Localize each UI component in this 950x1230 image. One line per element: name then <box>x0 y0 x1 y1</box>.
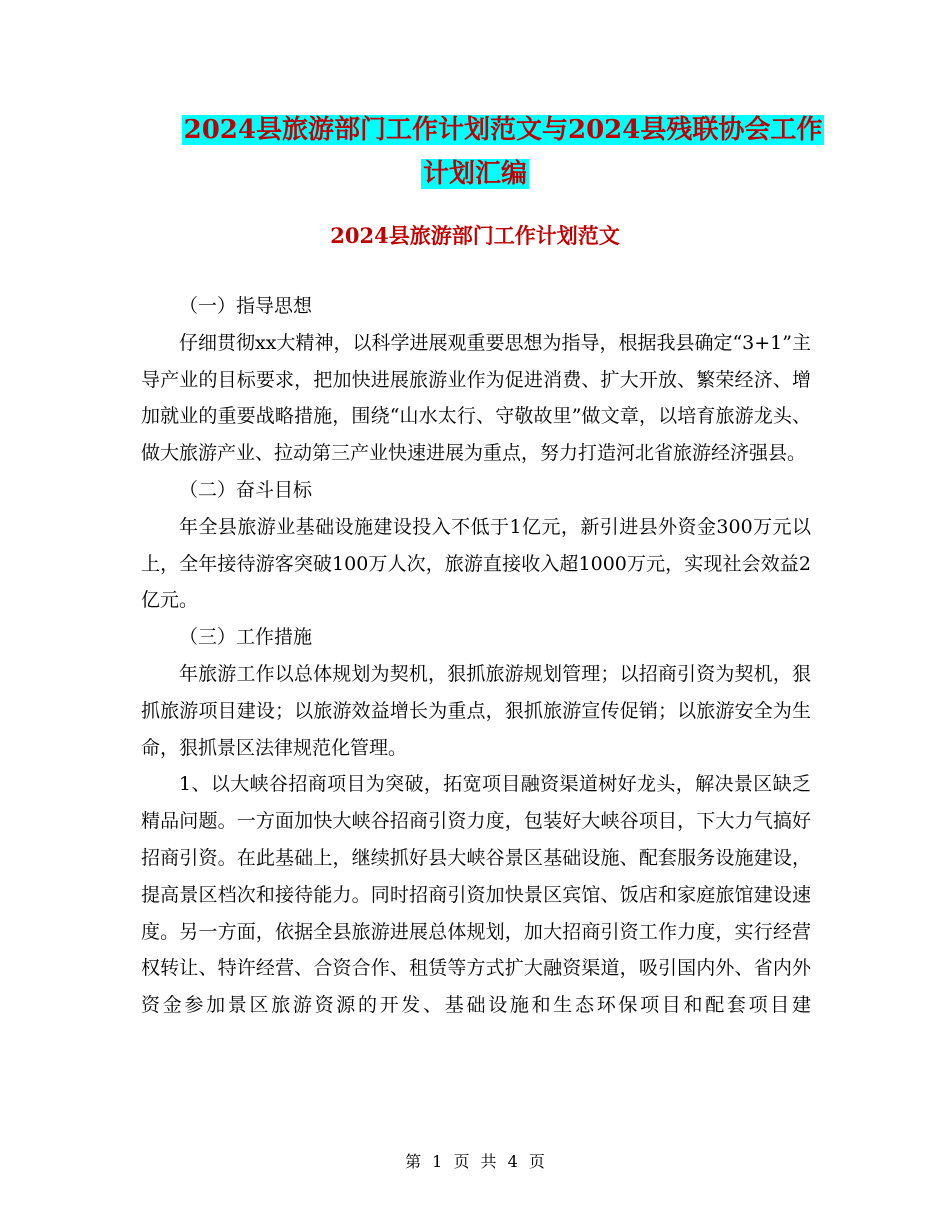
page-footer: 第 1 页 共 4 页 <box>405 1152 545 1171</box>
document-title-line-1 <box>28 106 950 154</box>
document-body <box>141 288 811 1024</box>
paragraph-measures: 年旅游工作以总体规划为契机，狠抓旅游规划管理；以招商引资为契机，狠抓旅游项目建设；以旅游效益增长为重点，狠抓旅游宣传促销；以旅游安全为生命，狠抓景区法律规范化管理。 <box>141 662 811 759</box>
document-title-text-1: 2024县旅游部门工作计划范文与2024县残联协会工作 <box>183 115 823 145</box>
document-title-text-2: 计划汇编 <box>422 159 527 189</box>
heading-guiding-ideology: （一）指导思想 <box>179 295 313 317</box>
document-title-line-2 <box>0 150 950 198</box>
heading-measures: （三）工作措施 <box>179 626 313 649</box>
section-title: 2024县旅游部门工作计划范文 <box>330 223 620 248</box>
paragraph-measure-1: 1、以大峡谷招商项目为突破，拓宽项目融资渠道树好龙头，解决景区缺乏精品问题。一方面加快大峡谷招商引资力度，包装好大峡谷项目，下大力气搞好招商引资。在此基础上，继续抓好县大峡谷景区基础设施、配套服务设施建设，提高景区档次和接待能力。同时招商引资加快景区宾馆、饭店和家庭旅馆建设速度。另一方面，依据全县旅游进展总体规划，加大招商引资工作力度，实行经营权转让、特许经营、合资合作、租赁等方式扩大融资渠道，吸引国内外、省内外资金参加景区旅游资源的开发、基础设施和生态环保项目和配套项目建 <box>141 773 811 1017</box>
paragraph-guiding-ideology: 仔细贯彻xx大精神，以科学进展观重要思想为指导，根据我县确定“3+1”主导产业的目标要求，把加快进展旅游业作为促进消费、扩大开放、繁荣经济、增加就业的重要战略措施，围绕“山水太行、守敬故里”做文章，以培育旅游龙头、做大旅游产业、拉动第三产业快速进展为重点，努力打造河北省旅游经济强县。 <box>141 331 811 465</box>
heading-goals: （二）奋斗目标 <box>179 478 313 501</box>
paragraph-goals: 年全县旅游业基础设施建设投入不低于1亿元，新引进县外资金300万元以上，全年接待游客突破100万人次，旅游直接收入超1000万元，实现社会效益2亿元。 <box>141 515 811 612</box>
